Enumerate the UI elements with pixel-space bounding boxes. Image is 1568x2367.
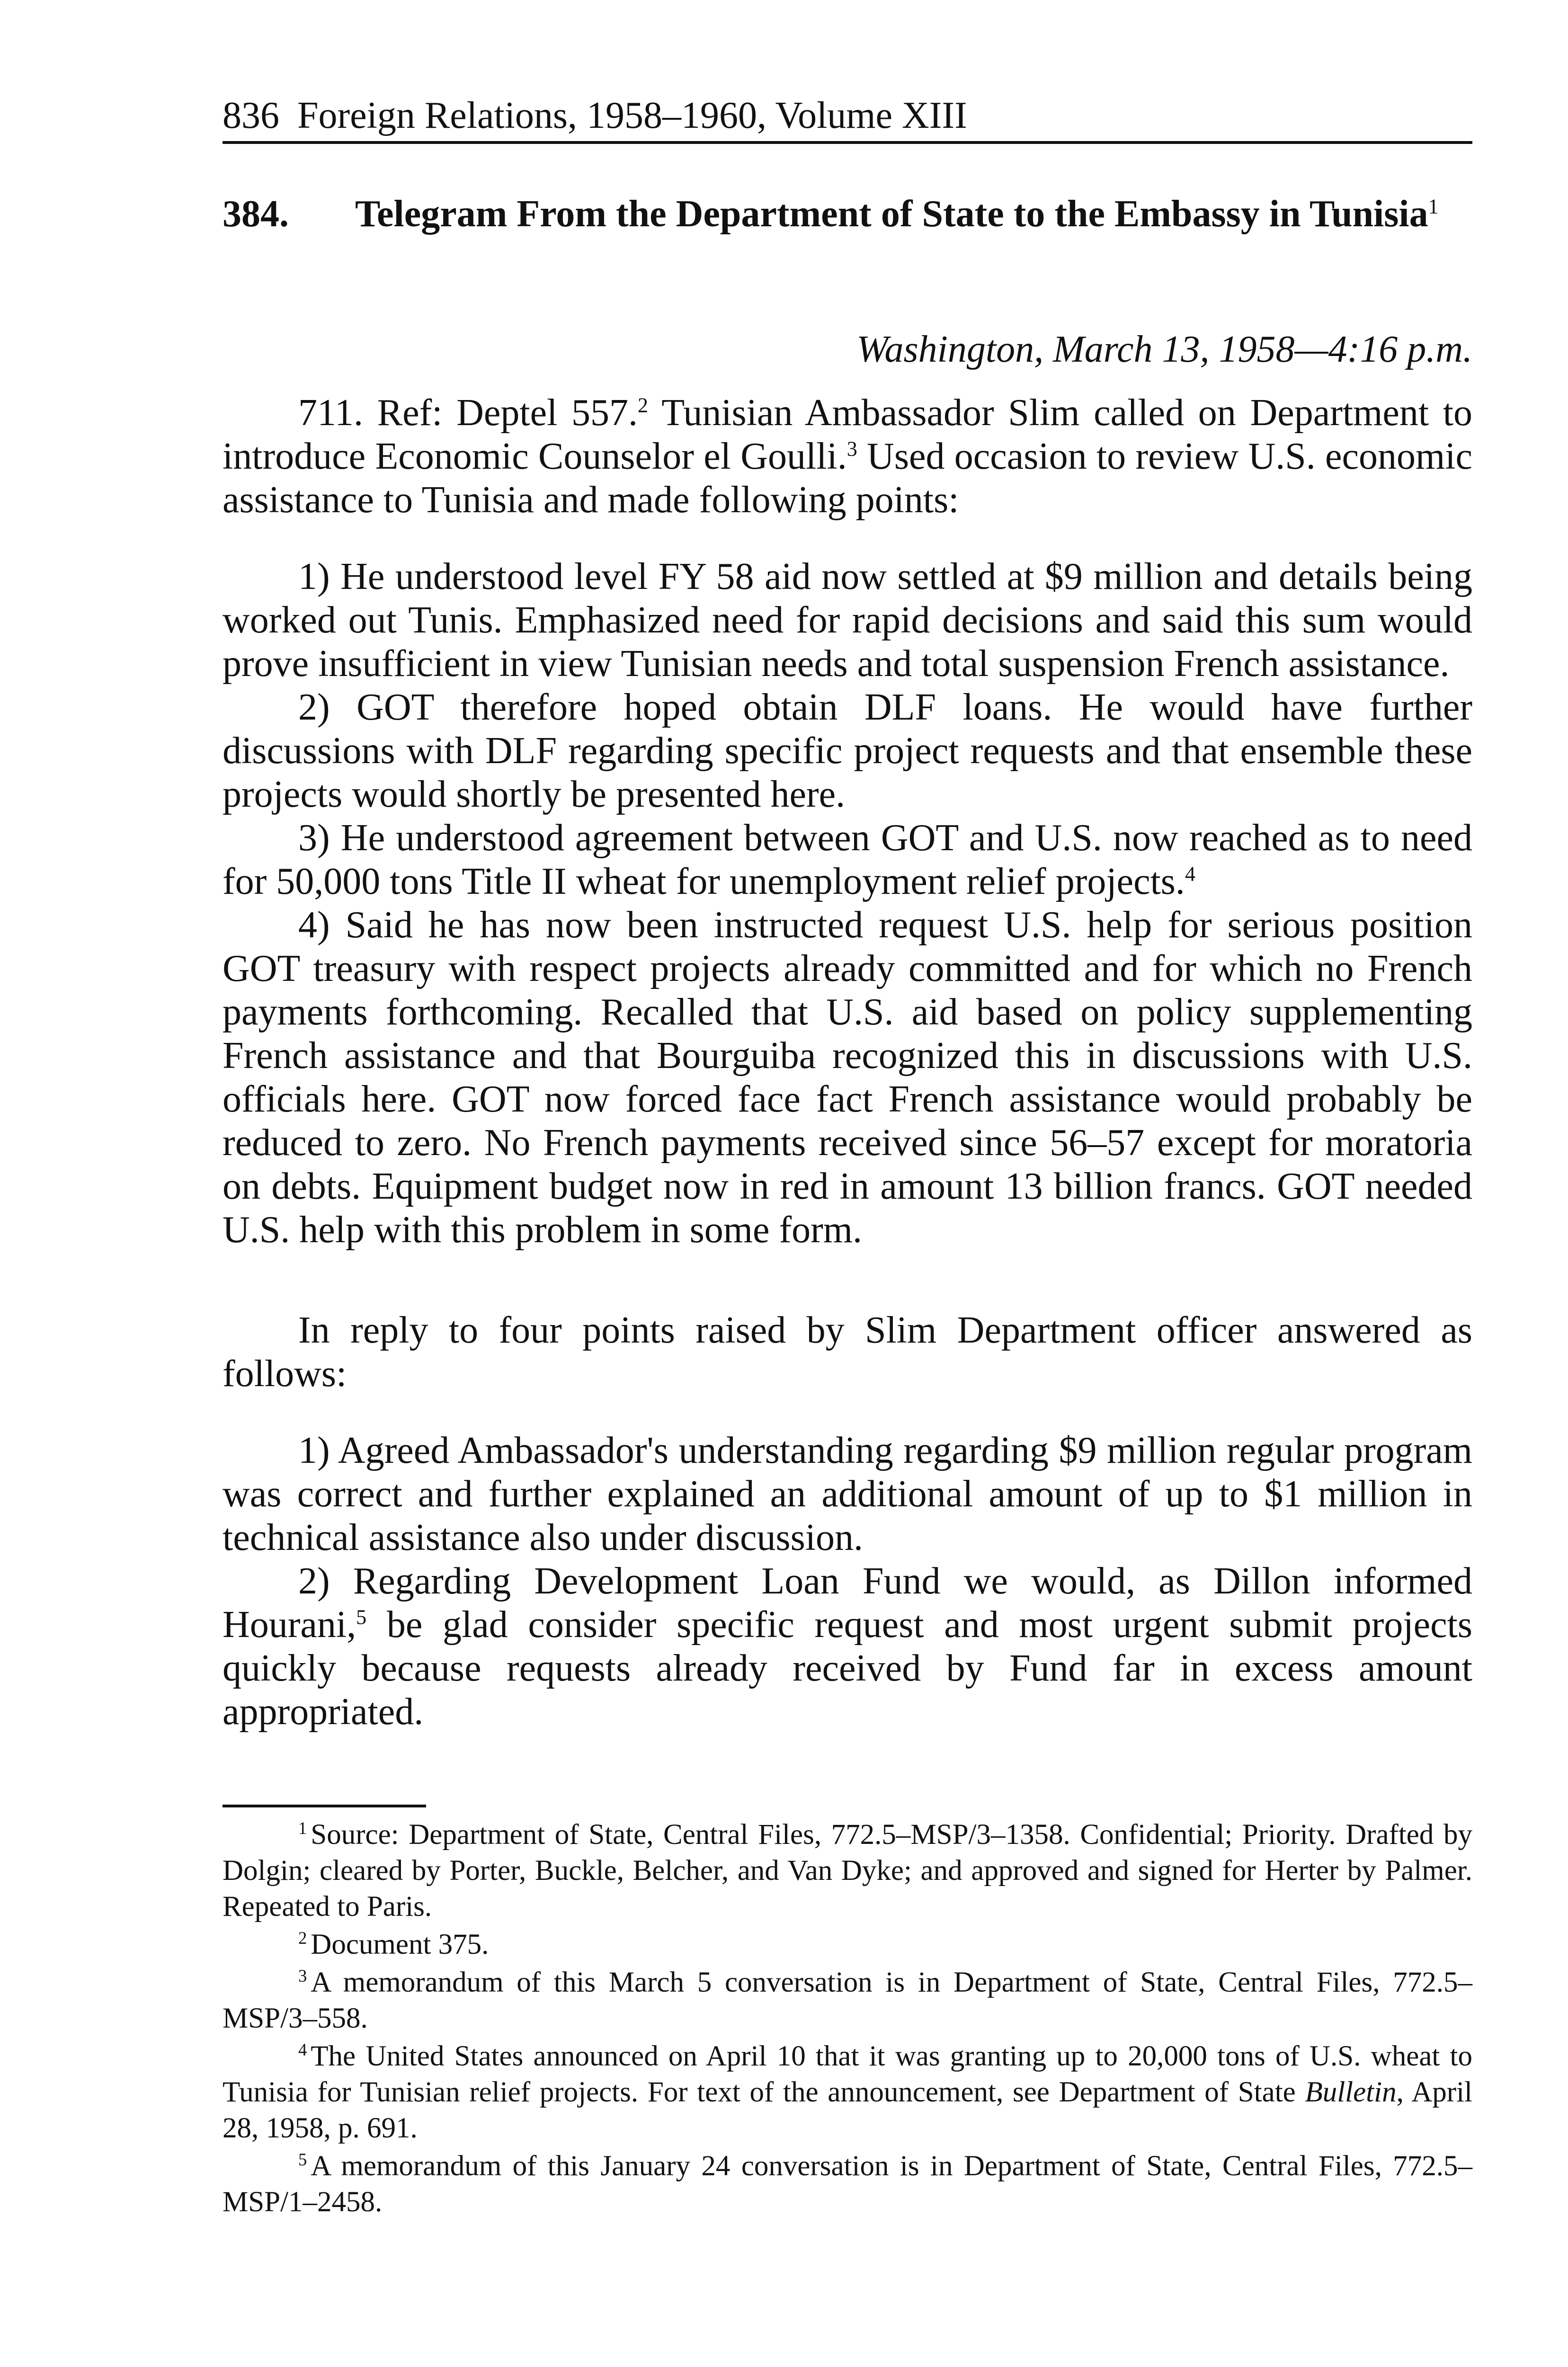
footnote-ref-4[interactable]: 4 <box>1185 862 1195 886</box>
footnote-text-4b: , April 28, 1958, p. 691. <box>223 2076 1472 2144</box>
footnotes <box>223 1817 1472 2220</box>
opening-text-a: 711. Ref: Deptel 557. <box>298 392 638 434</box>
paragraph-opening <box>223 391 1472 522</box>
footnote-mark-5: 5 <box>298 2149 307 2169</box>
point-1: 1) He understood level FY 58 aid now settled at $9 million and details being worked out Tunis. Emphasized need for rapid decisions and said this sum would prove insufficient in view Tunisian needs and total suspension French assistance. <box>223 556 1472 685</box>
footnote-mark-2: 2 <box>298 1928 307 1948</box>
point-3-text: 3) He understood agreement between GOT and U.S. now reached as to need for 50,000 tons Title II wheat for unemployment relief projects. <box>223 817 1472 902</box>
footnote-4 <box>223 2038 1472 2146</box>
point-2: 2) GOT therefore hoped obtain DLF loans. He would have further discussions with DLF regarding specific project requests and that ensemble these projects would shortly be presented here. <box>223 686 1472 815</box>
footnote-ref-3[interactable]: 3 <box>846 437 857 461</box>
footnote-3 <box>223 1965 1472 2037</box>
footnote-ref-5[interactable]: 5 <box>356 1605 367 1629</box>
running-head <box>223 95 1472 144</box>
reply-1: 1) Agreed Ambassador's understanding regarding $9 million regular program was correct and further explained an additional amount of up to $1 million in technical assistance also under discussion. <box>223 1430 1472 1558</box>
page <box>223 95 1472 2220</box>
document-title-block <box>355 191 1472 237</box>
footnote-mark-1: 1 <box>298 1818 307 1838</box>
footnote-text-1: Source: Department of State, Central Files, 772.5–MSP/3–1358. Confidential; Priority. Drafted by Dolgin; cleared by Porter, Buckle, Belcher, and Van Dyke; and approved and signed for Herter by Palmer. Repeated to Paris. <box>223 1819 1472 1922</box>
reply-2-text-a: 2) Regarding Development Loan Fund we would, as Dillon informed Hourani, <box>223 1560 1472 1646</box>
footnote-5 <box>223 2148 1472 2220</box>
page-number: 836 <box>223 95 279 136</box>
document-number: 384. <box>223 193 289 235</box>
footnote-text-4-italic: Bulletin <box>1305 2076 1397 2108</box>
footnote-ref-1[interactable]: 1 <box>1428 195 1439 218</box>
footnote-text-4a: The United States announced on April 10 that it was granting up to 20,000 tons of U.S. wheat to Tunisia for Tunisian relief projects. For text of the announcement, see Department of State <box>223 2040 1472 2108</box>
telegram-body <box>223 391 1472 1734</box>
footnote-2 <box>223 1927 1472 1963</box>
footnote-1 <box>223 1817 1472 1925</box>
footnote-text-5: A memorandum of this January 24 conversation is in Department of State, Central Files, 772.5–MSP/1–2458. <box>223 2150 1472 2218</box>
reply-2 <box>223 1559 1472 1734</box>
reply-intro: In reply to four points raised by Slim Department officer answered as follows: <box>223 1309 1472 1395</box>
opening-text-b: Tunisian Ambassador Slim called on Department to introduce Economic Counselor el Goulli. <box>223 392 1472 477</box>
point-3 <box>223 816 1472 903</box>
document-title: Telegram From the Department of State to the Embassy in Tunisia <box>355 193 1428 235</box>
footnote-divider <box>223 1805 426 1807</box>
dateline: Washington, March 13, 1958—4:16 p.m. <box>856 329 1472 370</box>
document-heading <box>223 191 1472 237</box>
footnote-text-3: A memorandum of this March 5 conversation is in Department of State, Central Files, 772.5–MSP/3–558. <box>223 1967 1472 2034</box>
footnote-mark-3: 3 <box>298 1966 307 1985</box>
point-4: 4) Said he has now been instructed request U.S. help for serious position GOT treasury with respect projects already committed and for which no French payments forthcoming. Recalled that U.S. aid based on policy supplementing French assistance and that Bourguiba recognized this in discussions with U.S. officials here. GOT now forced face fact French assistance would probably be reduced to zero. No French payments received since 56–57 except for moratoria on debts. Equipment budget now in red in amount 13 billion francs. GOT needed U.S. help with this problem in some form. <box>223 904 1472 1251</box>
footnote-mark-4: 4 <box>298 2039 307 2059</box>
opening-text-c: Used occasion to review U.S. economic assistance to Tunisia and made following points: <box>223 436 1473 521</box>
reply-2-text-b: be glad consider specific request and most urgent submit projects quickly because requests already received by Fund far in excess amount appropriated. <box>223 1604 1472 1733</box>
footnote-ref-2[interactable]: 2 <box>638 393 649 417</box>
series-title: Foreign Relations, 1958–1960, Volume XIII <box>297 95 967 136</box>
footnote-text-2: Document 375. <box>311 1929 489 1960</box>
